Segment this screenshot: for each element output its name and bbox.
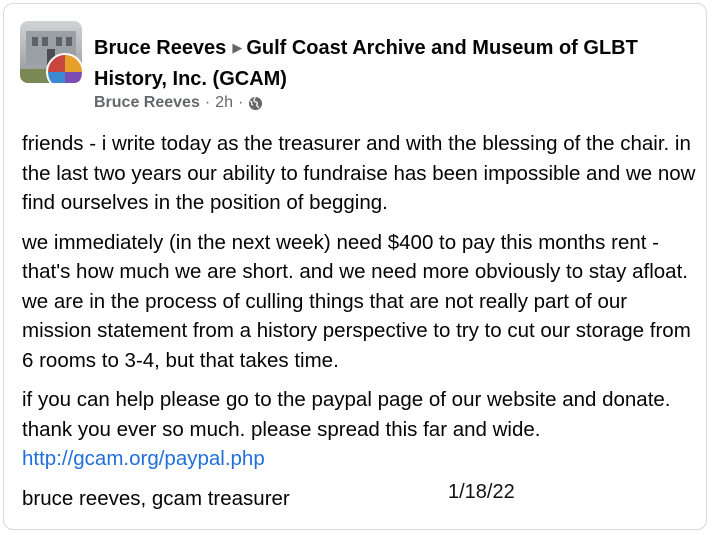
caret-right-icon: ▶ xyxy=(232,40,243,55)
avatar-window xyxy=(32,37,38,46)
post-paragraph: friends - i write today as the treasurer and with the blessing of the chair. in the last two years our ability to fundraise has been impossible and we now find ourselves in the position of begging. xyxy=(22,132,696,214)
paragraph-text: if you can help please go to the paypal page of our website and donate. thank you ever so much. please spread this far and wide. xyxy=(22,388,671,441)
post-paragraph: we immediately (in the next week) need $400 to pay this months rent - that's how much we are short. and we need more obviously to stay afloat. we are in the process of culling things that are not really part of our mission statement from a history perspective to try to cut our storage from 6 rooms to 3-4, but that takes time. xyxy=(22,230,691,372)
post-meta xyxy=(94,94,263,112)
meta-author[interactable]: Bruce Reeves xyxy=(94,94,200,111)
author-avatar[interactable] xyxy=(20,21,82,83)
group-badge xyxy=(46,53,82,83)
paypal-link[interactable]: http://gcam.org/paypal.php xyxy=(22,447,265,470)
signature-row xyxy=(22,480,702,514)
author-name[interactable]: Bruce Reeves xyxy=(94,37,227,59)
avatar-window xyxy=(56,37,62,46)
post-timestamp[interactable]: 2h xyxy=(215,94,233,111)
meta-separator: · xyxy=(237,94,244,111)
avatar-window xyxy=(42,37,48,46)
post-header-title xyxy=(94,32,694,95)
globe-icon[interactable] xyxy=(248,96,263,111)
signature: bruce reeves, gcam treasurer xyxy=(22,486,290,510)
post-card xyxy=(3,3,707,530)
group-name[interactable]: Gulf Coast Archive and Museum of GLBT History, Inc. (GCAM) xyxy=(94,37,638,90)
avatar-window xyxy=(66,37,72,46)
annotation-date: 1/18/22 xyxy=(448,480,515,503)
meta-separator: · xyxy=(204,94,211,111)
post-body xyxy=(22,129,702,514)
post-paragraph xyxy=(22,385,702,474)
